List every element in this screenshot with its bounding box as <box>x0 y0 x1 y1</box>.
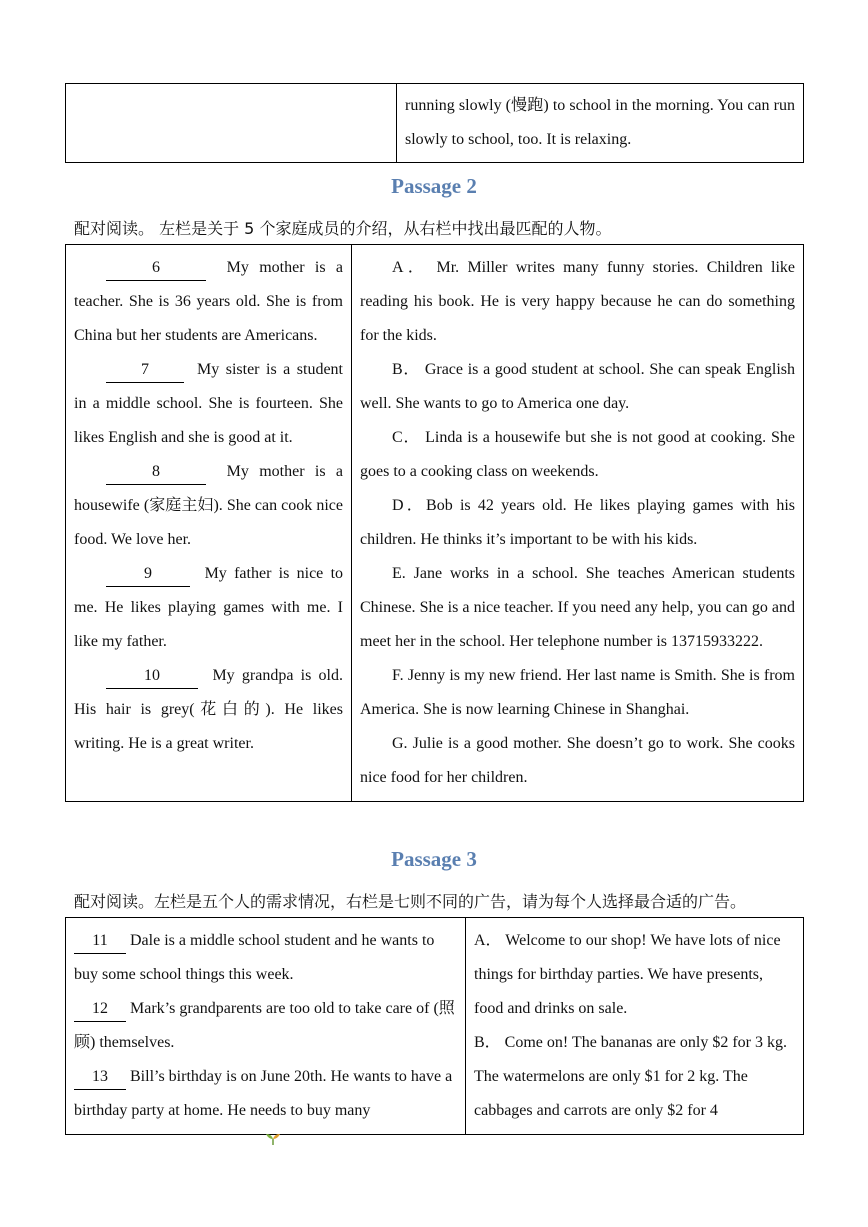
passage3-table <box>65 917 804 1135</box>
passage2-option-d: D．Bob is 42 years old. He likes playing games with his children. He thinks it’s important to be with his kids. <box>360 497 795 548</box>
passage2-left-item-text: My mother is a teacher. She is 36 years old. She is from China but her students are Americans. <box>74 259 343 344</box>
passage2-left-item <box>74 353 343 455</box>
passage3-left-item-text: Mark’s grandparents are too old to take care of (照顾) themselves. <box>74 1000 455 1051</box>
passage2-table <box>65 244 804 802</box>
answer-blank-8[interactable]: 8 <box>106 460 206 485</box>
answer-blank-7[interactable]: 7 <box>106 358 184 383</box>
sprout-logo-icon <box>264 1133 282 1145</box>
passage2-option-c: C． Linda is a housewife but she is not good at cooking. She goes to a cooking class on weekends. <box>360 429 795 480</box>
passage2-instruction: 配对阅读。 左栏是关于 5 个家庭成员的介绍，从右栏中找出最匹配的人物。 <box>74 219 612 238</box>
passage2-left-column <box>66 245 352 802</box>
passage2-left-item-text: My sister is a student in a middle school. She is fourteen. She likes English and she is good at it. <box>74 361 343 446</box>
answer-blank-11[interactable]: 11 <box>74 929 126 954</box>
passage2-right-column <box>352 245 804 802</box>
passage2-left-item-text: My mother is a housewife (家庭主妇). She can cook nice food. We love her. <box>74 463 343 548</box>
answer-blank-10[interactable]: 10 <box>106 664 198 689</box>
passage3-left-column <box>66 918 466 1135</box>
passage3-left-item <box>74 1060 457 1128</box>
passage2-left-item <box>74 659 343 761</box>
passage2-left-item <box>74 455 343 557</box>
passage2-option-f: F. Jenny is my new friend. Her last name is Smith. She is from America. She is now learning Chinese in Shanghai. <box>360 667 795 718</box>
passage3-title: Passage 3 <box>391 847 477 871</box>
answer-blank-12[interactable]: 12 <box>74 997 126 1022</box>
answer-blank-6[interactable]: 6 <box>106 256 206 281</box>
passage3-right-column <box>466 918 804 1135</box>
top-table-left-cell <box>66 84 397 163</box>
answer-blank-13[interactable]: 13 <box>74 1065 126 1090</box>
passage3-left-item <box>74 924 457 992</box>
passage3-left-item-text: Dale is a middle school student and he wants to buy some school things this week. <box>74 932 435 983</box>
passage3-option-b: B． Come on! The bananas are only $2 for 3 kg. The watermelons are only $1 for 2 kg. The cabbages and carrots are only $2 for 4 <box>474 1034 787 1119</box>
passage2-left-item-text: My father is nice to me. He likes playing games with me. I like my father. <box>74 565 344 650</box>
top-continuation-table <box>65 83 804 163</box>
passage2-option-g: G. Julie is a good mother. She doesn’t go to work. She cooks nice food for her children. <box>360 735 795 786</box>
passage2-title: Passage 2 <box>391 174 477 198</box>
passage2-option-a: A． Mr. Miller writes many funny stories. Children like reading his book. He is very happy because he can do something for the kids. <box>360 259 795 344</box>
passage3-left-item-text: Bill’s birthday is on June 20th. He wants to have a birthday party at home. He needs to buy many <box>74 1068 453 1119</box>
passage3-left-item <box>74 992 457 1060</box>
passage2-option-b: B． Grace is a good student at school. She can speak English well. She wants to go to America one day. <box>360 361 795 412</box>
passage2-option-e: E. Jane works in a school. She teaches American students Chinese. She is a nice teacher. If you need any help, you can go and meet her in the school. Her telephone number is 13715933222. <box>360 565 795 650</box>
passage2-left-item <box>74 251 343 353</box>
answer-blank-9[interactable]: 9 <box>106 562 190 587</box>
passage2-left-item <box>74 557 343 659</box>
passage3-option-a: A． Welcome to our shop! We have lots of nice things for birthday parties. We have presents, food and drinks on sale. <box>474 932 781 1017</box>
top-table-right-cell: running slowly (慢跑) to school in the morning. You can run slowly to school, too. It is relaxing. <box>397 84 804 163</box>
passage2-left-item-text: My grandpa is old. His hair is grey(花白的). He likes writing. He is a great writer. <box>74 667 344 752</box>
passage3-instruction: 配对阅读。左栏是五个人的需求情况，右栏是七则不同的广告，请为每个人选择最合适的广告。 <box>74 892 747 911</box>
